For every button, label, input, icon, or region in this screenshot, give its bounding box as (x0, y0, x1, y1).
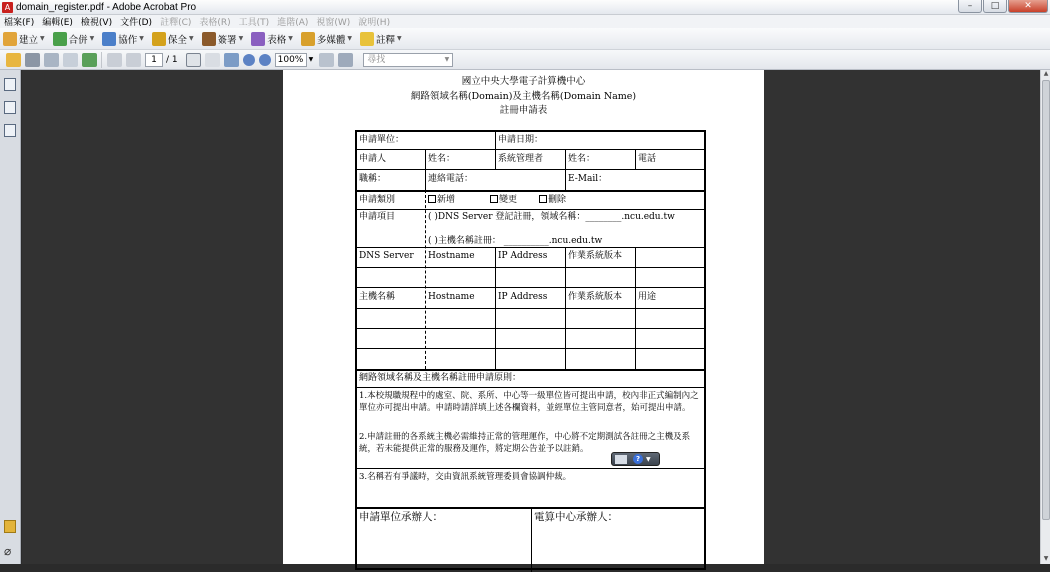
find-placeholder: 尋找 (367, 54, 386, 65)
combine-icon (53, 32, 67, 46)
create-label: 建立 (19, 34, 39, 46)
type-delete-option[interactable] (539, 195, 566, 206)
pages-icon[interactable] (4, 78, 16, 91)
attachment-icon[interactable]: ⌀ (4, 544, 12, 558)
previous-page-icon[interactable] (107, 53, 122, 67)
title-bar (0, 0, 1050, 15)
menu-view[interactable]: 檢視(V) (80, 18, 113, 28)
apply-date-label: 申請日期： (498, 135, 544, 145)
help-icon[interactable]: ? (633, 454, 643, 464)
menu-bar (0, 15, 1050, 28)
menu-help[interactable]: 說明(H) (358, 18, 391, 28)
hand-tool-icon[interactable] (205, 53, 220, 67)
sign-label: 簽署 (217, 34, 237, 46)
sysadmin-label: 系統管理者 (498, 154, 544, 164)
secure-button[interactable] (152, 32, 194, 46)
chevron-down-icon: ▼ (139, 35, 144, 42)
row-line (357, 267, 704, 268)
chevron-down-icon: ▼ (288, 35, 293, 42)
comment-label: 註釋 (375, 34, 395, 46)
checkbox[interactable] (428, 195, 436, 203)
scroll-thumb[interactable] (1042, 80, 1050, 520)
collaborate-icon (102, 32, 116, 46)
type-change-label: 變更 (499, 195, 518, 205)
zoom-tool-icon[interactable] (224, 53, 239, 67)
row-line (357, 308, 704, 309)
row-line (357, 169, 704, 170)
sign-button[interactable] (202, 32, 244, 46)
rule-1: 1.本校規職規程中的處室、院、系所、中心等一級單位皆可提出申請，校內非正式編制內之單位亦可提出申請。申請時請詳填上述各欄資料，並經單位主管同意者，始可提出申請。 (359, 391, 699, 413)
rules-title: 網路領域名稱及主機名稱註冊申請原則： (359, 373, 522, 383)
email-icon[interactable] (44, 53, 59, 67)
collaborate-button[interactable] (102, 32, 144, 46)
checkbox[interactable] (539, 195, 547, 203)
doc-header-subtitle: 註冊申請表 (499, 105, 548, 116)
col-line (635, 247, 636, 369)
row-line (357, 468, 704, 469)
row-line (357, 287, 704, 288)
maximize-button[interactable]: □ (983, 0, 1007, 13)
job-title-label: 職稱： (359, 174, 387, 184)
secure-label: 保全 (167, 34, 187, 46)
zoom-out-icon[interactable] (243, 54, 255, 66)
apply-item-label: 申請項目 (359, 212, 396, 222)
separator (101, 52, 102, 68)
menu-advanced[interactable]: 進階(A) (277, 18, 309, 28)
col-line (531, 507, 532, 572)
col-line (635, 149, 636, 169)
applicant-name-label: 姓名： (428, 154, 456, 164)
minimize-button[interactable]: – (958, 0, 982, 13)
sysadmin-name-label: 姓名： (568, 154, 596, 164)
row-line (357, 328, 704, 329)
page-total: / 1 (166, 54, 178, 65)
hostname-item: ( )主機名稱註冊： __________.ncu.edu.tw (428, 236, 603, 246)
page-number-input[interactable]: 1 (145, 53, 163, 67)
create-icon (3, 32, 17, 46)
comment-icon (360, 32, 374, 46)
multimedia-label: 多媒體 (316, 34, 346, 46)
create-button[interactable] (3, 32, 45, 46)
row-line (357, 190, 704, 192)
save-icon[interactable] (63, 53, 78, 67)
open-folder-icon[interactable] (6, 53, 21, 67)
select-tool-icon[interactable] (186, 53, 201, 67)
collaborate-label: 協作 (118, 34, 138, 46)
col-line (565, 149, 566, 190)
ip-address-header: IP Address (498, 292, 548, 302)
next-page-icon[interactable] (126, 53, 141, 67)
zoom-in-icon[interactable] (259, 54, 271, 66)
type-new-option[interactable] (428, 195, 455, 206)
row-line (357, 348, 704, 349)
forms-label: 表格 (267, 34, 287, 46)
scroll-up-icon[interactable]: ▲ (1043, 70, 1049, 77)
menu-forms[interactable]: 表格(R) (199, 18, 231, 28)
chevron-down-icon[interactable]: ▼ (308, 56, 314, 63)
chevron-down-icon[interactable]: ▼ (646, 455, 651, 463)
host-name-header: 主機名稱 (359, 292, 396, 302)
doc-header-org: 國立中央大學電子計算機中心 (461, 76, 586, 87)
menu-tools[interactable]: 工具(T) (238, 18, 270, 28)
hostname-header: Hostname (428, 292, 475, 302)
close-button[interactable]: ✕ (1008, 0, 1048, 13)
fit-width-icon[interactable] (338, 53, 353, 67)
menu-file[interactable]: 檔案(F) (4, 18, 35, 28)
phone-label: 電話 (638, 154, 657, 164)
menu-edit[interactable]: 編輯(E) (42, 18, 73, 28)
menu-document[interactable]: 文件(D) (120, 18, 153, 28)
comments-icon[interactable] (4, 520, 16, 533)
share-icon[interactable] (82, 53, 97, 67)
multimedia-icon (301, 32, 315, 46)
applicant-label: 申請人 (359, 154, 387, 164)
row-line (357, 149, 704, 150)
col-line (565, 247, 566, 369)
vertical-scrollbar[interactable] (1040, 70, 1050, 564)
combine-button[interactable] (53, 32, 95, 46)
print-icon[interactable] (25, 53, 40, 67)
row-line (357, 387, 704, 388)
lock-icon (152, 32, 166, 46)
window-controls (957, 0, 1048, 14)
pdf-page (283, 70, 764, 564)
chevron-down-icon: ▼ (347, 35, 352, 42)
chevron-down-icon: ▼ (238, 35, 244, 42)
hostname-header: Hostname (428, 251, 475, 261)
comment-button[interactable] (360, 32, 402, 46)
unit-handler-label: 申請單位承辦人： (359, 511, 443, 523)
apply-type-label: 申請類別 (359, 195, 396, 205)
col-line (425, 190, 426, 369)
bookmarks-icon[interactable] (4, 101, 16, 114)
row-line (357, 369, 704, 371)
col-line (495, 149, 496, 169)
chevron-down-icon: ▼ (188, 35, 194, 42)
zoom-level-input[interactable]: 100% (275, 53, 307, 67)
page-display-icon[interactable] (615, 455, 627, 464)
scroll-down-icon[interactable]: ▼ (1043, 555, 1049, 562)
combine-label: 合併 (68, 34, 88, 46)
menu-comments[interactable]: 註釋(C) (160, 18, 192, 28)
navigation-toolbar (0, 50, 1050, 70)
dns-server-header: DNS Server (359, 251, 414, 261)
col-line (495, 247, 496, 369)
ip-address-header: IP Address (498, 251, 548, 261)
forms-button[interactable] (251, 32, 293, 46)
purpose-header: 用途 (638, 292, 657, 302)
col-line (495, 132, 496, 149)
doc-header-title: 網路領域名稱(Domain)及主機名稱(Domain Name) (410, 91, 637, 102)
row-line (357, 209, 704, 210)
os-version-header: 作業系統版本 (568, 251, 623, 261)
form-icon (251, 32, 265, 46)
chevron-down-icon: ▼ (40, 35, 45, 42)
acrobat-icon: A (2, 2, 13, 13)
center-handler-label: 電算中心承辦人： (534, 511, 618, 523)
os-version-header: 作業系統版本 (568, 292, 623, 302)
pen-icon (202, 32, 216, 46)
fit-page-icon[interactable] (319, 53, 334, 67)
email-label: E-Mail： (568, 174, 608, 184)
task-toolbar (0, 28, 1050, 50)
signatures-icon[interactable] (4, 124, 16, 137)
rule-3: 3.名稱若有爭議時，交由資訊系統管理委員會協調仲裁。 (359, 472, 572, 482)
chevron-down-icon: ▼ (444, 55, 450, 63)
window-title: domain_register.pdf - Adobe Acrobat Pro (16, 1, 197, 13)
dns-server-item: ( )DNS Server 登記註冊，領域名稱：________.ncu.edu.tw (428, 212, 675, 222)
type-delete-label: 刪除 (548, 195, 567, 205)
rule-2: 2.申請註冊的各系統主機必需維持正常的管理運作，中心將不定期測試各註冊之主機及系統，若未能提供正常的服務及運作，將定期公告並予以註銷。 (359, 432, 691, 454)
find-input[interactable] (363, 53, 453, 67)
navigation-pane (0, 70, 21, 564)
row-line (357, 247, 704, 248)
checkbox[interactable] (490, 195, 498, 203)
floating-toolbar[interactable] (611, 452, 660, 466)
type-change-option[interactable] (490, 195, 517, 206)
chevron-down-icon: ▼ (89, 35, 95, 42)
contact-phone-label: 連絡電話： (428, 174, 474, 184)
menu-window[interactable]: 視窗(W) (316, 18, 351, 28)
type-new-label: 新增 (437, 195, 456, 205)
chevron-down-icon: ▼ (397, 35, 402, 42)
col-line (425, 149, 426, 190)
registration-form (355, 130, 706, 570)
multimedia-button[interactable] (301, 32, 352, 46)
applicant-unit-label: 申請單位： (359, 135, 405, 145)
